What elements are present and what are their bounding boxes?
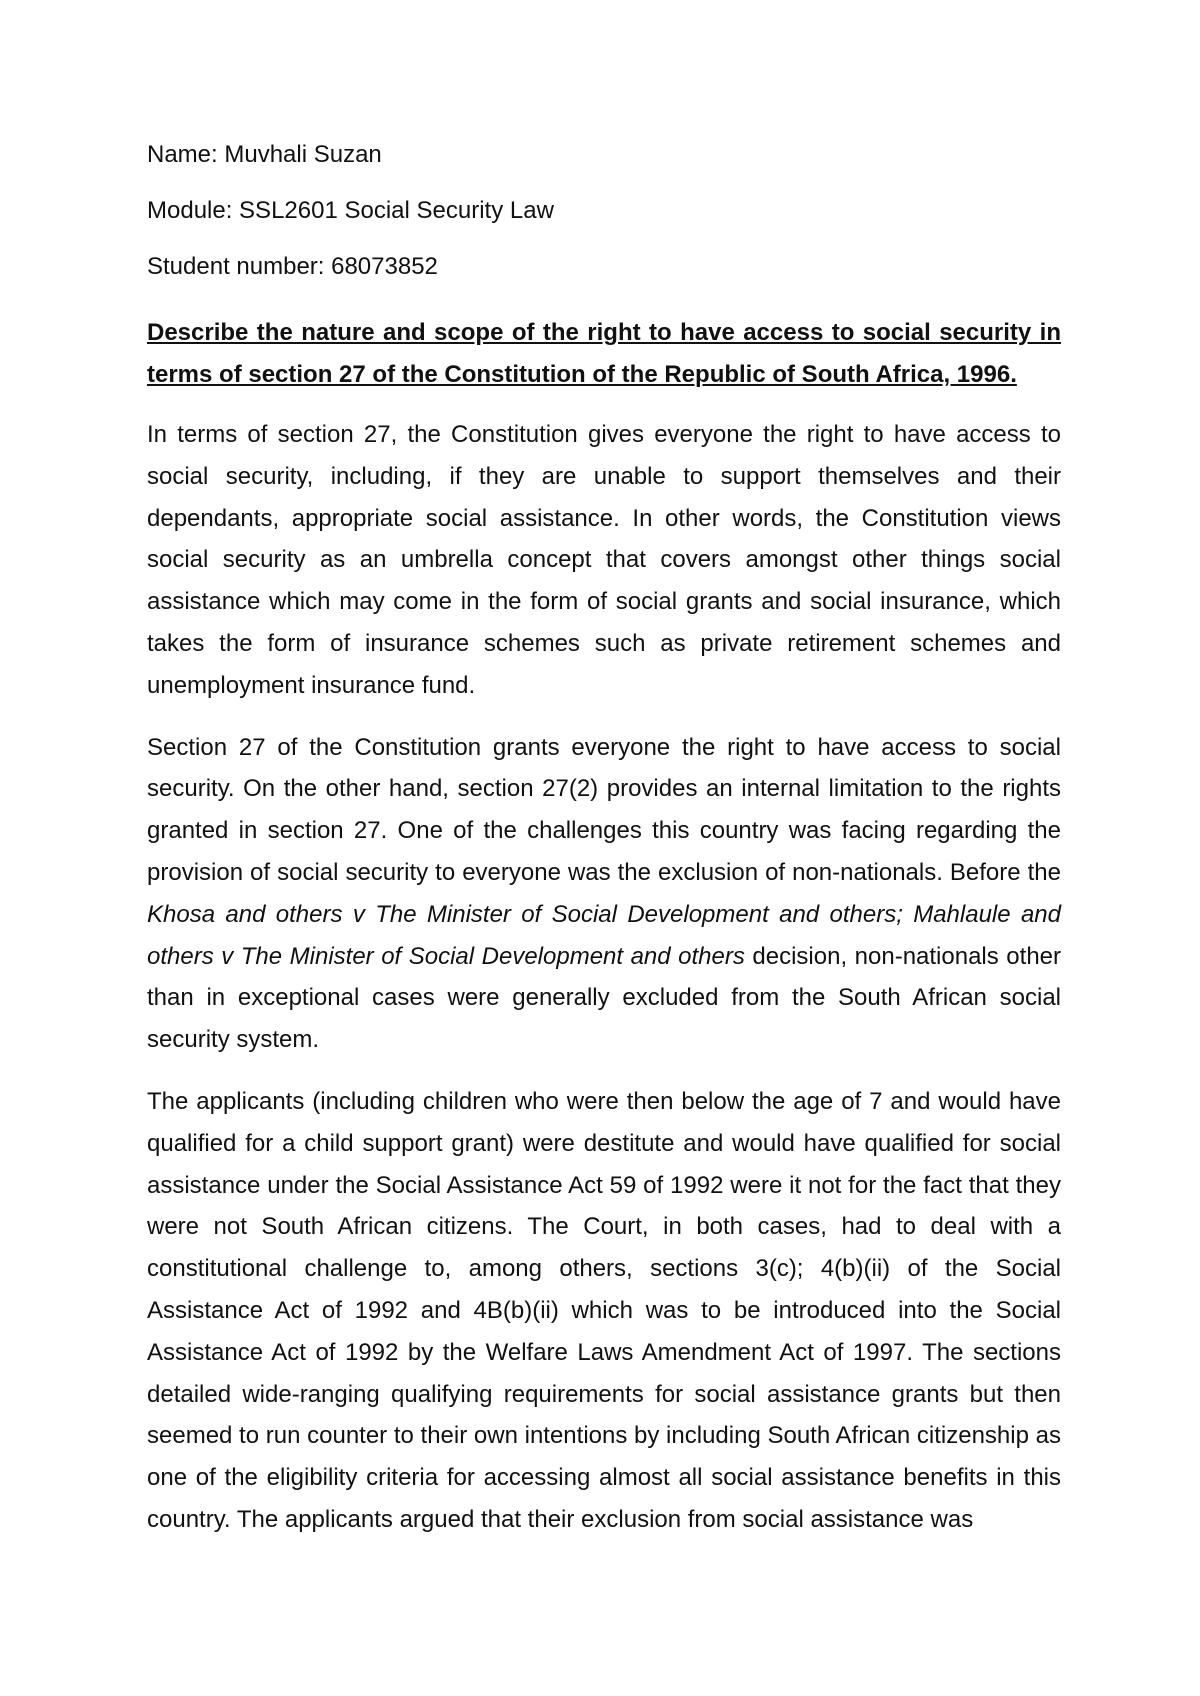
document-page (147, 140, 1061, 1541)
student-name: Name: Muvhali Suzan (147, 141, 382, 168)
paragraph-1: In terms of section 27, the Constitution gives everyone the right to have access to social security, including, if they are unable to support themselves and their dependants, appropriate social assistance. In other words, the Constitution views social security as an umbrella concept that covers amongst other things social assistance which may come in the form of social grants and social insurance, which takes the form of insurance schemes such as private retirement schemes and unemployment insurance fund. (147, 421, 1061, 699)
paragraph-2 (147, 727, 1061, 1061)
module-code: Module: SSL2601 Social Security Law (147, 197, 554, 224)
paragraph-3: The applicants (including children who were then below the age of 7 and would have qualified for a child support grant) were destitute and would have qualified for social assistance under the Social Assistance Act 59 of 1992 were it not for the fact that they were not South African citizens. The Court, in both cases, had to deal with a constitutional challenge to, among others, sections 3(c); 4(b)(ii) of the Social Assistance Act of 1992 and 4B(b)(ii) which was to be introduced into the Social Assistance Act of 1992 by the Welfare Laws Amendment Act of 1997. The sections detailed wide-ranging qualifying requirements for social assistance grants but then seemed to run counter to their own intentions by including South African citizenship as one of the eligibility criteria for accessing almost all social assistance benefits in this country. The applicants argued that their exclusion from social assistance was (147, 1087, 1061, 1533)
paragraph-2-intro: Section 27 of the Constitution grants everyone the right to have access to social security. On the other hand, section 27(2) provides an internal limitation to the rights granted in section 27. One of the challenges this country was facing regarding the provision of social security to everyone was the exclusion of non-nationals. Before the (147, 733, 1061, 886)
paragraph-2-conclusion: decision, non-nationals other than in exceptional cases were generally excluded from the South African social security system. (147, 942, 1062, 1054)
student-number: Student number: 68073852 (147, 253, 438, 280)
case-citation: Khosa and others v The Minister of Social Development and others; Mahlaule and others v The Minister of Social Development and others (147, 900, 1061, 970)
question-heading: Describe the nature and scope of the right to have access to social security in terms of section 27 of the Constitution of the Republic of South Africa, 1996. (147, 319, 1061, 388)
